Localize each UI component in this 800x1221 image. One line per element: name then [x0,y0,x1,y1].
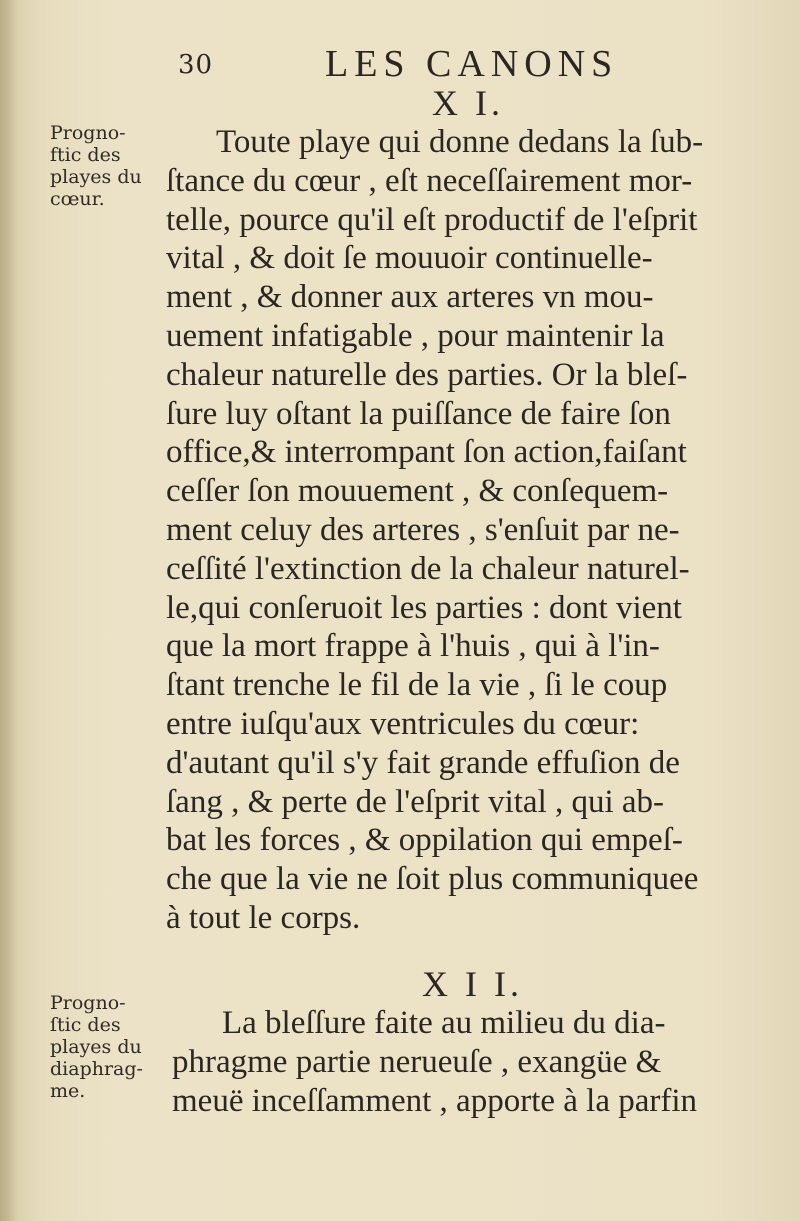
text-line: ſtant trenche le fil de la vie , ſi le coup [166,667,668,704]
margin-note-line: playes du [50,166,142,188]
margin-note-prognostic-diaphragm [50,992,143,1102]
text-line: vital , & doit ſe mouuoir continuelle- [166,240,653,277]
margin-note-line: diaphrag- [50,1058,143,1080]
margin-note-line: cœur. [50,188,105,210]
text-line: chaleur naturelle des parties. Or la bleſ- [166,356,688,393]
text-line: d'autant qu'il s'y fait grande effuſion de [166,744,680,781]
margin-note-prognostic-heart [50,122,142,210]
text-line: Toute playe qui donne dedans la ſub- [216,124,704,160]
text-line: telle, pource qu'il eſt productif de l'eſprit [166,201,698,238]
text-line: ceſſer ſon mouuement , & conſequem- [166,473,669,510]
margin-note-line: Progno- [50,122,126,144]
text-line: ment celuy des arteres , s'enſuit par ne- [166,511,680,548]
page-header [0,38,800,98]
text-line: que la mort frappe à l'huis , qui à l'in- [166,628,660,665]
text-line: uement infatigable , pour maintenir la [166,317,665,354]
margin-note-line: me. [50,1080,86,1102]
text-line: entre iuſqu'aux ventricules du cœur: [166,705,640,742]
page-number: 30 [178,50,214,80]
text-line: che que la vie ne ſoit plus communiquee [166,861,699,898]
text-line: ceſſité l'extinction de la chaleur naturel- [166,550,690,587]
text-line: La bleſſure faite au milieu du dia- [222,1005,666,1041]
section-heading-xii: X I I. [422,964,523,1004]
text-line: phragme partie nerueuſe , exangüe & [172,1043,662,1080]
text-line: ment , & donner aux arteres vn mou- [166,279,654,316]
text-line: le,qui conſeruoit les parties : dont vient [166,589,682,626]
running-title: LES CANONS [325,43,619,85]
text-line: ſtance du cœur , eſt neceſſairement mor- [166,162,693,199]
section-heading-xi: X I. [432,83,504,123]
text-line: meuë inceſſamment , apporte à la parfin [172,1082,698,1119]
margin-note-line: Progno- [50,992,126,1014]
section-xi-paragraph [166,123,748,938]
margin-note-line: playes du [50,1036,142,1058]
gutter-shadow [0,0,18,1221]
margin-note-line: ftic des [50,144,121,166]
text-line: ſure luy oſtant la puiſſance de faire ſon [166,395,671,432]
text-line: ſang , & perte de l'eſprit vital , qui ab- [166,783,665,820]
text-line: à tout le corps. [166,899,361,936]
text-line: bat les forces , & oppilation qui empeſ- [166,822,683,859]
section-xii-paragraph [172,1004,754,1120]
margin-note-line: ſtic des [50,1014,121,1036]
text-line: office,& interrompant ſon action,faiſant [166,434,687,471]
